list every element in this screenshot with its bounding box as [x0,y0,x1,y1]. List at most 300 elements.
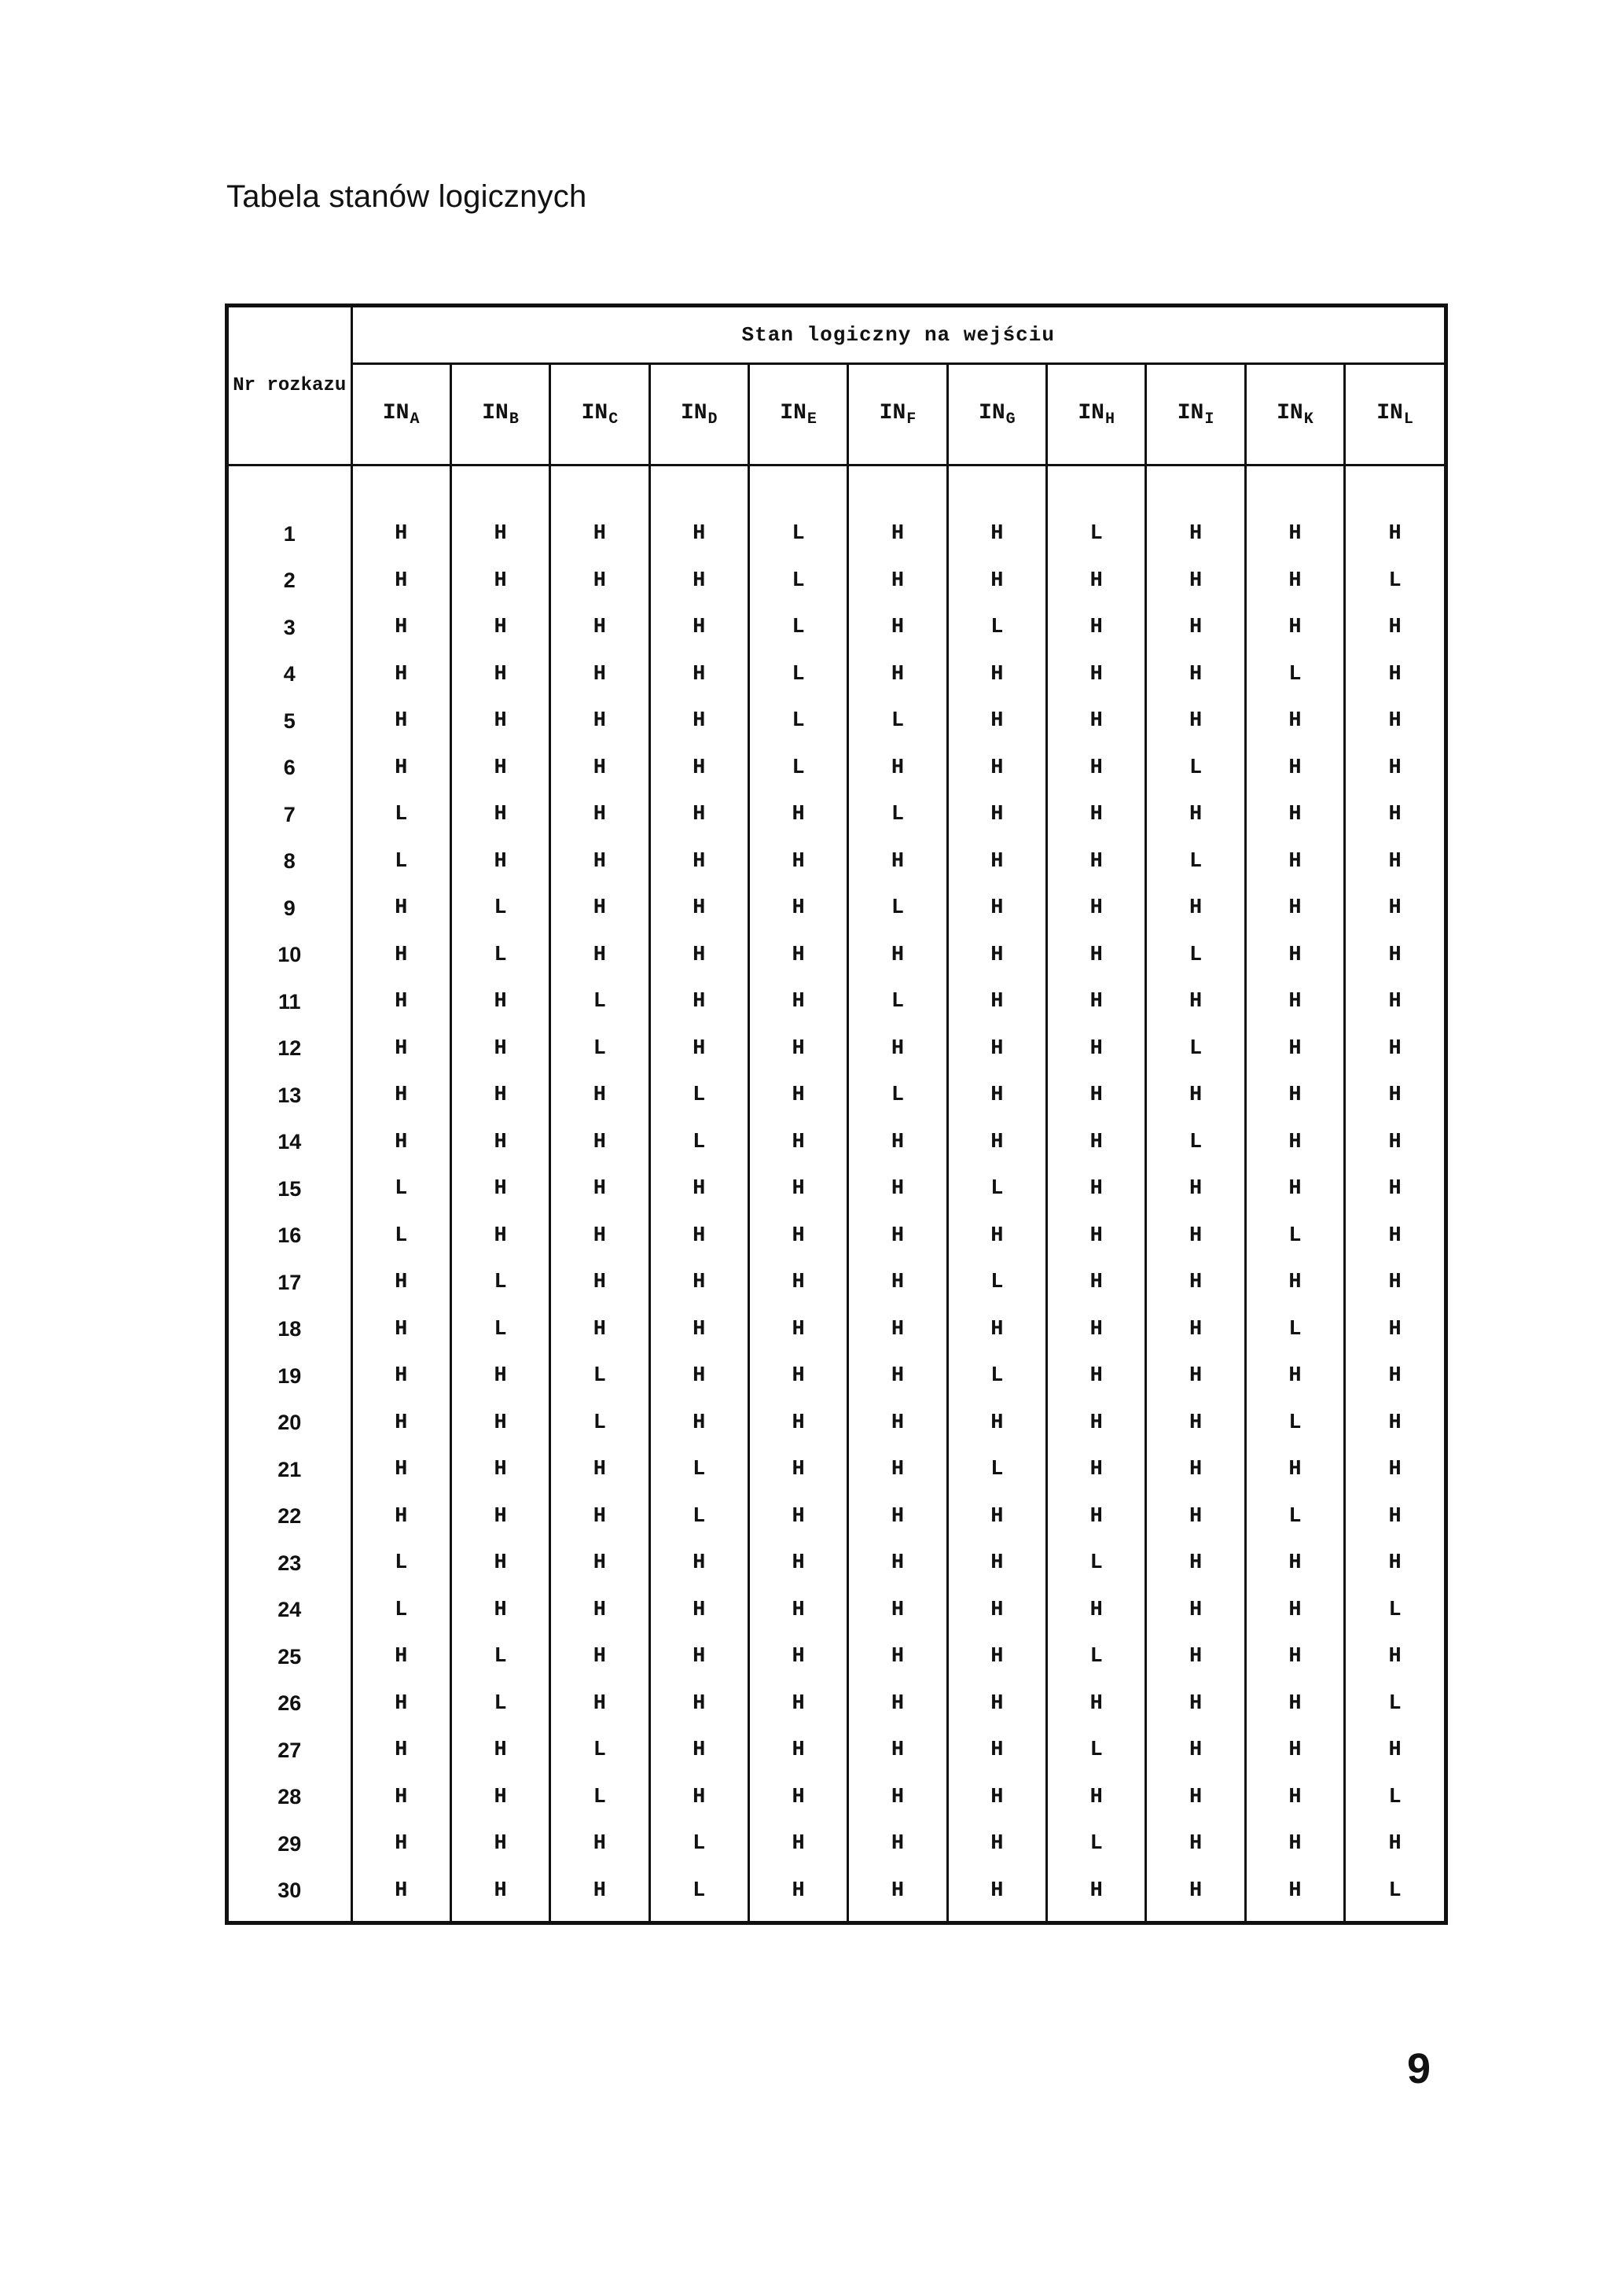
state-cell: H [649,932,748,979]
row-number-cell: 26 [229,1680,351,1728]
state-cell: L [351,1540,450,1588]
state-cell: H [848,1166,947,1213]
input-header-base: IN [382,400,410,425]
state-cell: H [550,1306,649,1353]
state-cell: L [1245,1306,1344,1353]
state-cell: H [1047,1073,1146,1120]
state-cell: H [848,1680,947,1728]
state-cell: H [1245,979,1344,1026]
state-cell: H [748,1212,847,1260]
state-cell: H [1245,1821,1344,1868]
state-cell: H [1047,745,1146,792]
state-cell: H [649,1587,748,1634]
state-cell: H [1047,885,1146,933]
state-cell: H [1245,885,1344,933]
state-cell: H [1047,1025,1146,1073]
state-cell: L [450,885,549,933]
state-cell: H [1146,792,1245,839]
state-cell: H [1146,651,1245,698]
state-cell: H [1345,885,1444,933]
state-cell: H [1345,792,1444,839]
state-cell: L [1146,1025,1245,1073]
row-number-cell: 18 [229,1306,351,1353]
state-cell: L [649,1493,748,1540]
state-cell: L [1345,1680,1444,1728]
state-cell: H [1245,838,1344,885]
row-number-cell: 19 [229,1353,351,1400]
state-cell: H [450,1867,549,1915]
table-row [229,1540,1444,1588]
state-cell: L [1047,1821,1146,1868]
state-cell: H [1047,1867,1146,1915]
state-cell: H [1345,1212,1444,1260]
row-number-cell: 27 [229,1728,351,1775]
input-header-subscript: G [1005,410,1016,429]
state-cell: H [1345,1540,1444,1588]
table-row [229,1728,1444,1775]
state-cell: L [848,1073,947,1120]
state-cell: H [1047,1400,1146,1447]
state-cell: H [450,1025,549,1073]
header-spacer-row [229,465,1444,511]
state-cell: H [351,1400,450,1447]
state-cell: L [1345,1867,1444,1915]
row-number-cell: 30 [229,1867,351,1915]
state-cell: H [1146,1493,1245,1540]
state-cell: H [1047,838,1146,885]
state-cell: H [848,1025,947,1073]
input-header-base: IN [1277,400,1303,425]
state-cell: H [649,1680,748,1728]
state-cell: H [947,838,1046,885]
input-header-k [1245,364,1344,465]
state-cell: H [550,1493,649,1540]
table-row [229,1634,1444,1681]
row-number-cell: 20 [229,1400,351,1447]
state-cell: H [1047,557,1146,605]
state-cell: L [1146,1119,1245,1166]
state-cell: H [1345,1634,1444,1681]
state-cell: H [550,1119,649,1166]
state-cell: H [351,1353,450,1400]
table-row [229,1306,1444,1353]
state-cell: L [649,1447,748,1494]
state-cell: H [848,1353,947,1400]
state-cell: H [748,1400,847,1447]
state-cell: H [947,979,1046,1026]
state-cell: H [450,1212,549,1260]
state-cell: H [1146,557,1245,605]
state-cell: H [1245,1166,1344,1213]
state-cell: L [947,1447,1046,1494]
state-cell: H [450,698,549,745]
logic-state-table [225,304,1448,1925]
state-cell: H [351,1774,450,1821]
state-cell: H [550,745,649,792]
state-cell: H [351,745,450,792]
input-header-subscript: C [608,410,619,429]
state-cell: H [848,651,947,698]
table-row [229,1493,1444,1540]
input-header-subscript: F [906,410,917,429]
state-cell: H [947,1212,1046,1260]
state-cell: H [450,1353,549,1400]
table-row [229,511,1444,558]
state-cell: L [1047,1728,1146,1775]
input-header-e [748,364,847,465]
input-header-base: IN [1376,400,1403,425]
state-cell: H [1345,1119,1444,1166]
state-cell: H [450,1119,549,1166]
state-cell: H [748,1447,847,1494]
state-cell: H [1345,1728,1444,1775]
state-cell: H [550,651,649,698]
page-number: 9 [1407,2045,1431,2092]
state-cell: H [947,1306,1046,1353]
row-number-cell: 10 [229,932,351,979]
state-cell: H [1146,698,1245,745]
state-cell: H [1245,1447,1344,1494]
state-cell: H [1146,1728,1245,1775]
state-cell: H [1245,1587,1344,1634]
state-cell: L [1146,745,1245,792]
state-cell: H [351,651,450,698]
state-cell: H [550,605,649,652]
state-cell: H [848,932,947,979]
state-cell: H [848,1306,947,1353]
state-cell: H [450,1728,549,1775]
state-cell: L [450,1306,549,1353]
state-cell: H [947,1634,1046,1681]
table-row [229,557,1444,605]
state-cell: H [550,698,649,745]
state-cell: H [450,979,549,1026]
input-header-row [229,364,1444,465]
state-cell: H [550,1680,649,1728]
row-number-cell: 9 [229,885,351,933]
state-cell: H [1245,605,1344,652]
state-cell: H [450,1073,549,1120]
state-cell: H [550,1540,649,1588]
state-cell: L [1047,1540,1146,1588]
state-cell: H [1345,1821,1444,1868]
state-cell: H [450,745,549,792]
state-cell: H [351,1306,450,1353]
state-cell: H [947,651,1046,698]
input-header-d [649,364,748,465]
state-cell: H [550,1634,649,1681]
state-cell: H [748,1728,847,1775]
row-number-cell: 15 [229,1166,351,1213]
state-cell: H [748,1073,847,1120]
input-header-subscript: I [1204,410,1214,429]
state-cell: H [450,838,549,885]
state-cell: H [1245,698,1344,745]
state-cell: H [1146,1587,1245,1634]
state-cell: L [848,698,947,745]
state-cell: H [748,1025,847,1073]
bottom-padding-row [229,1915,1444,1921]
state-cell: H [1047,979,1146,1026]
state-cell: H [848,1540,947,1588]
state-cell: H [1345,1166,1444,1213]
state-cell: H [450,511,549,558]
state-cell: L [947,605,1046,652]
table-row [229,838,1444,885]
input-header-base: IN [680,400,707,425]
state-cell: H [450,1821,549,1868]
input-header-base: IN [979,400,1005,425]
state-cell: H [550,1447,649,1494]
state-cell: L [550,1774,649,1821]
state-cell: H [1047,1353,1146,1400]
row-number-cell: 2 [229,557,351,605]
state-cell: H [550,1073,649,1120]
state-cell: H [848,838,947,885]
state-cell: L [450,932,549,979]
state-cell: H [1047,932,1146,979]
state-cell: L [1146,838,1245,885]
table-row [229,698,1444,745]
state-cell: L [848,885,947,933]
state-cell: H [1345,1025,1444,1073]
table-row [229,605,1444,652]
state-cell: L [550,1400,649,1447]
state-cell: H [1047,1774,1146,1821]
state-cell: H [848,1400,947,1447]
row-number-cell: 16 [229,1212,351,1260]
state-cell: H [848,1774,947,1821]
state-cell: L [450,1680,549,1728]
state-cell: H [848,1119,947,1166]
state-cell: H [1146,1212,1245,1260]
input-header-base: IN [780,400,806,425]
state-cell: H [351,885,450,933]
input-header-a [351,364,450,465]
state-cell: L [1245,1400,1344,1447]
state-cell: H [1146,1260,1245,1307]
row-number-cell: 11 [229,979,351,1026]
state-cell: H [550,1821,649,1868]
state-cell: L [1245,1493,1344,1540]
state-cell: H [1245,1025,1344,1073]
state-cell: H [351,1260,450,1307]
state-cell: H [947,1867,1046,1915]
state-cell: L [550,1025,649,1073]
state-cell: H [1245,1634,1344,1681]
state-cell: H [748,792,847,839]
state-cell: H [947,885,1046,933]
state-cell: H [1345,605,1444,652]
state-cell: H [748,1540,847,1588]
row-number-cell: 1 [229,511,351,558]
state-cell: H [1245,1119,1344,1166]
state-cell: H [1245,557,1344,605]
state-cell: H [450,651,549,698]
state-cell: H [1047,605,1146,652]
state-cell: H [1047,698,1146,745]
state-cell: L [450,1634,549,1681]
state-cell: H [649,792,748,839]
state-cell: L [450,1260,549,1307]
input-header-subscript: H [1104,410,1115,429]
state-cell: L [649,1073,748,1120]
input-state-group-header: Stan logiczny na wejściu [351,307,1444,364]
state-cell: H [351,511,450,558]
state-cell: H [1146,511,1245,558]
state-cell: H [947,557,1046,605]
state-cell: H [848,1867,947,1915]
row-number-cell: 5 [229,698,351,745]
state-cell: H [748,1166,847,1213]
state-cell: H [947,1025,1046,1073]
state-cell: H [649,1774,748,1821]
logic-table [229,307,1444,1921]
state-cell: H [1245,511,1344,558]
state-cell: H [1245,1774,1344,1821]
state-cell: H [1345,745,1444,792]
state-cell: H [649,1166,748,1213]
state-cell: H [1345,651,1444,698]
state-cell: H [351,932,450,979]
table-row [229,1867,1444,1915]
state-cell: H [748,1260,847,1307]
input-header-subscript: B [509,410,519,429]
table-row [229,1212,1444,1260]
state-cell: L [1345,1587,1444,1634]
state-cell: H [550,838,649,885]
input-header-subscript: D [707,410,718,429]
state-cell: H [351,1119,450,1166]
state-cell: L [1146,932,1245,979]
state-cell: H [748,1680,847,1728]
state-cell: H [1245,1728,1344,1775]
table-body [229,465,1444,1922]
state-cell: H [1345,1073,1444,1120]
state-cell: H [1245,1540,1344,1588]
state-cell: H [649,885,748,933]
table-row [229,1680,1444,1728]
state-cell: H [1146,979,1245,1026]
state-cell: H [450,1166,549,1213]
state-cell: H [649,1400,748,1447]
state-cell: H [1146,1353,1245,1400]
state-cell: H [1146,1400,1245,1447]
state-cell: H [1345,979,1444,1026]
state-cell: L [351,838,450,885]
state-cell: L [848,792,947,839]
state-cell: H [450,1540,549,1588]
state-cell: L [748,557,847,605]
state-cell: H [1146,1680,1245,1728]
state-cell: H [947,1774,1046,1821]
state-cell: L [748,651,847,698]
state-cell: L [1345,557,1444,605]
state-cell: H [1047,792,1146,839]
state-cell: H [649,1025,748,1073]
state-cell: H [848,605,947,652]
state-cell: H [1245,1867,1344,1915]
state-cell: H [351,698,450,745]
state-cell: H [351,1447,450,1494]
state-cell: H [649,1212,748,1260]
state-cell: H [748,1587,847,1634]
state-cell: H [351,1867,450,1915]
input-header-l [1345,364,1444,465]
input-header-subscript: L [1403,410,1413,429]
state-cell: L [649,1821,748,1868]
state-cell: H [1345,932,1444,979]
state-cell: H [1047,1260,1146,1307]
state-cell: H [748,1821,847,1868]
state-cell: H [848,745,947,792]
state-cell: H [450,1587,549,1634]
input-header-base: IN [581,400,608,425]
state-cell: H [351,979,450,1026]
input-header-subscript: A [410,410,420,429]
row-number-cell: 12 [229,1025,351,1073]
state-cell: H [351,1493,450,1540]
state-cell: L [748,698,847,745]
state-cell: H [1146,1073,1245,1120]
state-cell: H [947,1493,1046,1540]
state-cell: H [1047,1119,1146,1166]
state-cell: L [351,1212,450,1260]
state-cell: L [1047,1634,1146,1681]
state-cell: H [1047,1447,1146,1494]
state-cell: H [1146,1821,1245,1868]
state-cell: H [748,1634,847,1681]
state-cell: H [1146,605,1245,652]
state-cell: H [1146,1540,1245,1588]
state-cell: H [1146,1447,1245,1494]
input-header-g [947,364,1046,465]
state-cell: H [748,932,847,979]
state-cell: H [848,1447,947,1494]
table-row [229,1447,1444,1494]
state-cell: H [450,1447,549,1494]
state-cell: H [1345,1353,1444,1400]
state-cell: H [748,885,847,933]
state-cell: L [550,979,649,1026]
nr-rozkazu-header: Nr rozkazu [229,307,351,465]
state-cell: H [550,511,649,558]
state-cell: H [351,1728,450,1775]
state-cell: H [649,557,748,605]
row-number-cell: 22 [229,1493,351,1540]
input-header-f [848,364,947,465]
state-cell: H [748,1119,847,1166]
table-row [229,651,1444,698]
table-row [229,1025,1444,1073]
state-cell: H [351,557,450,605]
state-cell: H [1345,1260,1444,1307]
state-cell: H [550,932,649,979]
state-cell: H [550,1212,649,1260]
state-cell: H [450,1400,549,1447]
state-cell: H [649,1540,748,1588]
state-cell: H [649,1353,748,1400]
state-cell: L [748,605,847,652]
state-cell: H [748,1867,847,1915]
state-cell: H [1345,1447,1444,1494]
input-header-base: IN [482,400,509,425]
page-title: Tabela stanów logicznych [226,179,587,214]
table-row [229,932,1444,979]
state-cell: L [1047,511,1146,558]
state-cell: H [947,511,1046,558]
state-cell: H [649,1728,748,1775]
